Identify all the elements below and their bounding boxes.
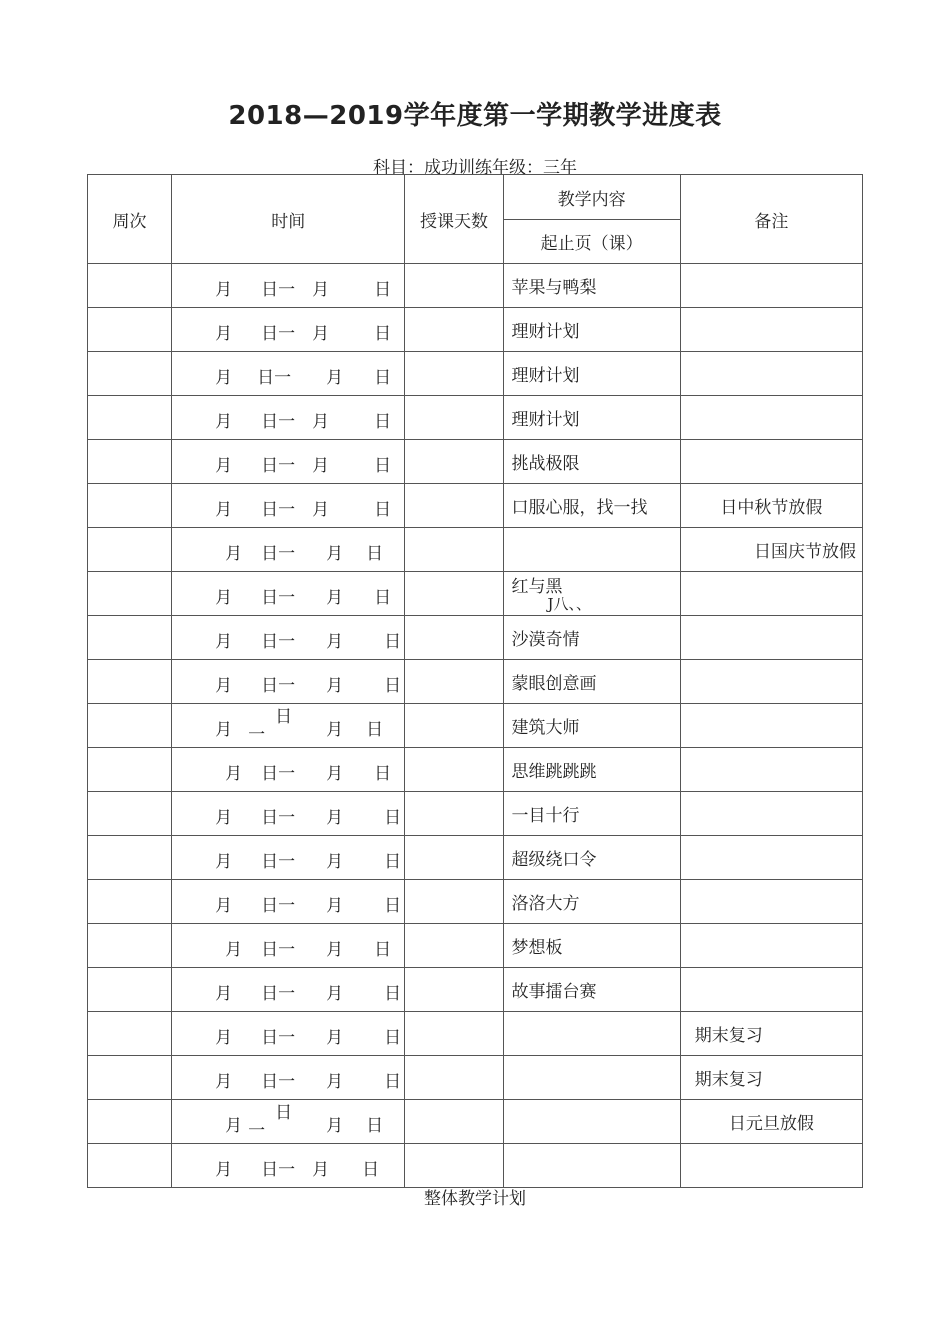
time-label: 日 — [366, 1116, 384, 1136]
time-label: 月 — [312, 280, 330, 300]
time-label: 日 — [384, 852, 402, 872]
content-cell: 理财计划 — [503, 352, 680, 396]
table-row — [88, 704, 863, 748]
time-label: 月 — [225, 544, 243, 564]
time-label: 日 — [374, 456, 392, 476]
week-cell — [88, 1056, 172, 1100]
time-label: 日 — [374, 324, 392, 344]
week-cell — [88, 352, 172, 396]
week-cell — [88, 616, 172, 660]
time-cell — [172, 968, 405, 1012]
time-label: 月 — [326, 544, 344, 564]
week-cell — [88, 792, 172, 836]
time-label: 月 — [215, 1028, 233, 1048]
header-content-top: 教学内容 — [504, 175, 680, 220]
note-cell — [680, 616, 862, 660]
time-label: 月 — [326, 896, 344, 916]
time-label: 日一 — [261, 984, 296, 1004]
time-cell — [172, 352, 405, 396]
days-cell — [405, 352, 503, 396]
time-cell — [172, 528, 405, 572]
header-week: 周次 — [88, 175, 172, 264]
days-cell — [405, 836, 503, 880]
note-cell — [680, 880, 862, 924]
time-label: 日一 — [261, 412, 296, 432]
header-content-bottom: 起止页（课） — [540, 234, 643, 254]
note-cell: 日中秋节放假 — [680, 484, 862, 528]
week-cell — [88, 440, 172, 484]
table-row — [88, 528, 863, 572]
time-cell — [172, 836, 405, 880]
table-row — [88, 1012, 863, 1056]
content-text: 红与黑 — [511, 577, 563, 597]
time-cell — [172, 616, 405, 660]
time-label: 月 — [215, 324, 233, 344]
time-label: 日 — [384, 1072, 402, 1092]
header-days: 授课天数 — [405, 175, 503, 264]
time-label: 日 — [374, 764, 392, 784]
content-cell: 蒙眼创意画 — [503, 660, 680, 704]
time-label: 月 — [215, 280, 233, 300]
subtitle: 科目：成功训练年级：三年 — [373, 158, 577, 178]
time-label: 日一 — [261, 1028, 296, 1048]
content-cell — [503, 528, 680, 572]
time-label: 月 — [326, 1028, 344, 1048]
week-cell — [88, 308, 172, 352]
time-label: 月 — [215, 368, 233, 388]
week-cell — [88, 396, 172, 440]
note-cell — [680, 572, 862, 616]
time-label: 月 — [225, 764, 243, 784]
time-label: 日 — [362, 1160, 380, 1180]
time-label: 月 — [215, 720, 233, 740]
time-cell — [172, 1100, 405, 1144]
time-label: 日一 — [261, 896, 296, 916]
content-cell: 理财计划 — [503, 308, 680, 352]
time-label: 日 — [384, 1028, 402, 1048]
days-cell — [405, 748, 503, 792]
time-label: 日 — [374, 588, 392, 608]
time-label: 月 — [215, 588, 233, 608]
time-label: 日一 — [261, 940, 296, 960]
time-label: 月 — [326, 1072, 344, 1092]
time-label: 一 — [248, 725, 266, 745]
content-cell: 洛洛大方 — [503, 880, 680, 924]
header-content — [503, 175, 680, 264]
note-cell — [680, 352, 862, 396]
note-cell — [680, 924, 862, 968]
days-cell — [405, 968, 503, 1012]
time-cell — [172, 704, 405, 748]
time-label: 日一 — [261, 808, 296, 828]
table-row — [88, 484, 863, 528]
time-cell — [172, 484, 405, 528]
time-label: 日一 — [257, 368, 292, 388]
time-label: 日 — [374, 412, 392, 432]
content-cell: 一目十行 — [503, 792, 680, 836]
week-cell — [88, 1144, 172, 1188]
time-cell — [172, 308, 405, 352]
table-row — [88, 396, 863, 440]
time-label: 日一 — [261, 588, 296, 608]
table-row — [88, 660, 863, 704]
days-cell — [405, 440, 503, 484]
note-cell — [680, 396, 862, 440]
time-label: 月 — [326, 588, 344, 608]
note-cell: 日元旦放假 — [680, 1100, 862, 1144]
table-row — [88, 1144, 863, 1188]
table-row — [88, 352, 863, 396]
days-cell — [405, 660, 503, 704]
time-cell — [172, 440, 405, 484]
days-cell — [405, 484, 503, 528]
time-label: 月 — [312, 324, 330, 344]
note-cell — [680, 440, 862, 484]
week-cell — [88, 660, 172, 704]
table-row — [88, 924, 863, 968]
time-label: 月 — [215, 456, 233, 476]
week-cell — [88, 880, 172, 924]
time-label: 日一 — [261, 852, 296, 872]
content-cell: 挑战极限 — [503, 440, 680, 484]
time-label: 日 — [384, 632, 402, 652]
table-row — [88, 308, 863, 352]
time-cell — [172, 924, 405, 968]
days-cell — [405, 572, 503, 616]
content-cell — [503, 1056, 680, 1100]
table-row — [88, 264, 863, 308]
time-label: 月 — [312, 500, 330, 520]
days-cell — [405, 792, 503, 836]
table-row — [88, 616, 863, 660]
time-label: 日一 — [261, 764, 296, 784]
header-row — [88, 175, 863, 264]
time-cell — [172, 572, 405, 616]
week-cell — [88, 1012, 172, 1056]
time-label: 日一 — [261, 676, 296, 696]
table-row — [88, 1100, 863, 1144]
content-cell: 超级绕口令 — [503, 836, 680, 880]
content-cell: 苹果与鸭梨 — [503, 264, 680, 308]
time-label: 月 — [326, 368, 344, 388]
time-label: 一 — [248, 1121, 266, 1141]
time-label: 月 — [326, 852, 344, 872]
content-cell: 梦想板 — [503, 924, 680, 968]
note-cell — [680, 308, 862, 352]
time-cell — [172, 792, 405, 836]
page-title: 2018—2019学年度第一学期教学进度表 — [228, 101, 722, 131]
week-cell — [88, 1100, 172, 1144]
week-cell — [88, 836, 172, 880]
days-cell — [405, 704, 503, 748]
time-label: 日 — [384, 808, 402, 828]
table-row — [88, 440, 863, 484]
time-label: 日一 — [261, 280, 296, 300]
table-row — [88, 748, 863, 792]
time-label: 日 — [384, 676, 402, 696]
time-label: 月 — [312, 456, 330, 476]
header-time: 时间 — [172, 175, 405, 264]
time-label: 日一 — [261, 500, 296, 520]
note-cell — [680, 792, 862, 836]
content-cell — [503, 1012, 680, 1056]
time-cell — [172, 1012, 405, 1056]
days-cell — [405, 880, 503, 924]
time-label: 月 — [215, 1072, 233, 1092]
days-cell — [405, 308, 503, 352]
time-label: 月 — [215, 1160, 233, 1180]
days-cell — [405, 528, 503, 572]
schedule-table — [87, 174, 863, 1188]
content-cell: 口服心服，找一找 — [503, 484, 680, 528]
time-cell — [172, 1056, 405, 1100]
days-cell — [405, 1056, 503, 1100]
time-label: 月 — [312, 1160, 330, 1180]
time-label: 日 — [384, 896, 402, 916]
time-label: 月 — [326, 720, 344, 740]
time-label: 月 — [326, 676, 344, 696]
time-cell — [172, 748, 405, 792]
days-cell — [405, 1144, 503, 1188]
table-row — [88, 1056, 863, 1100]
content-cell: 建筑大师 — [503, 704, 680, 748]
days-cell — [405, 616, 503, 660]
week-cell — [88, 484, 172, 528]
content-cell: 思维跳跳跳 — [503, 748, 680, 792]
days-cell — [405, 396, 503, 440]
time-label: 月 — [326, 808, 344, 828]
time-label: 月 — [215, 896, 233, 916]
week-cell — [88, 528, 172, 572]
note-cell — [680, 836, 862, 880]
note-cell: 期末复习 — [680, 1056, 862, 1100]
time-label: 日 — [374, 280, 392, 300]
footer-text: 整体教学计划 — [424, 1189, 526, 1209]
content-cell: 沙漠奇情 — [503, 616, 680, 660]
time-label: 日 — [275, 707, 293, 727]
time-label: 月 — [225, 1116, 243, 1136]
time-label: 日 — [374, 940, 392, 960]
time-label: 日一 — [261, 324, 296, 344]
content-extra-text: J八、、 — [547, 595, 592, 613]
header-note: 备注 — [680, 175, 862, 264]
time-label: 月 — [326, 632, 344, 652]
time-label: 日一 — [261, 632, 296, 652]
note-cell — [680, 264, 862, 308]
time-label: 月 — [326, 940, 344, 960]
time-label: 日 — [275, 1103, 293, 1123]
note-cell — [680, 660, 862, 704]
time-label: 日一 — [261, 1160, 296, 1180]
time-label: 日一 — [261, 544, 296, 564]
time-label: 月 — [326, 1116, 344, 1136]
table-row — [88, 792, 863, 836]
time-cell — [172, 264, 405, 308]
time-cell — [172, 880, 405, 924]
week-cell — [88, 264, 172, 308]
time-label: 月 — [215, 676, 233, 696]
time-label: 日 — [384, 984, 402, 1004]
time-label: 日一 — [261, 1072, 296, 1092]
time-label: 月 — [312, 412, 330, 432]
time-label: 日 — [366, 544, 384, 564]
time-label: 月 — [215, 984, 233, 1004]
table-row — [88, 836, 863, 880]
content-cell: 故事擂台赛 — [503, 968, 680, 1012]
table-row — [88, 880, 863, 924]
time-label: 月 — [326, 984, 344, 1004]
week-cell — [88, 572, 172, 616]
note-cell: 日国庆节放假 — [680, 528, 862, 572]
time-label: 日一 — [261, 456, 296, 476]
content-cell — [503, 1144, 680, 1188]
time-label: 月 — [215, 500, 233, 520]
days-cell — [405, 1100, 503, 1144]
time-cell — [172, 1144, 405, 1188]
week-cell — [88, 924, 172, 968]
time-label: 日 — [374, 368, 392, 388]
content-cell: 理财计划 — [503, 396, 680, 440]
time-label: 月 — [215, 412, 233, 432]
week-cell — [88, 748, 172, 792]
note-cell: 期末复习 — [680, 1012, 862, 1056]
content-cell — [503, 572, 680, 616]
time-label: 月 — [215, 852, 233, 872]
days-cell — [405, 1012, 503, 1056]
content-cell — [503, 1100, 680, 1144]
time-label: 日 — [374, 500, 392, 520]
note-cell — [680, 1144, 862, 1188]
time-label: 月 — [326, 764, 344, 784]
time-cell — [172, 396, 405, 440]
time-cell — [172, 660, 405, 704]
time-label: 月 — [225, 940, 243, 960]
time-label: 日 — [366, 720, 384, 740]
days-cell — [405, 264, 503, 308]
week-cell — [88, 968, 172, 1012]
time-label: 月 — [215, 632, 233, 652]
note-cell — [680, 704, 862, 748]
table-row — [88, 968, 863, 1012]
week-cell — [88, 704, 172, 748]
time-label: 月 — [215, 808, 233, 828]
days-cell — [405, 924, 503, 968]
note-cell — [680, 968, 862, 1012]
note-cell — [680, 748, 862, 792]
table-row — [88, 572, 863, 616]
